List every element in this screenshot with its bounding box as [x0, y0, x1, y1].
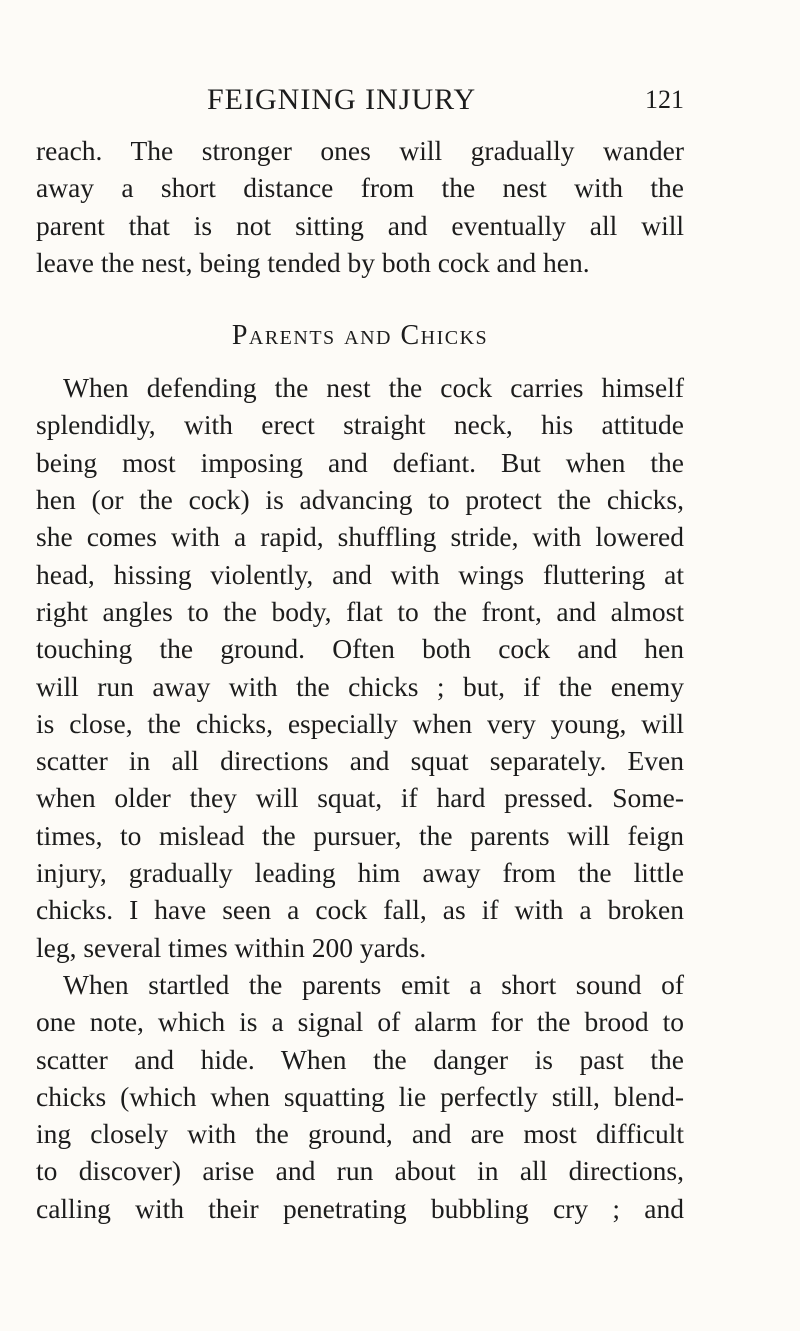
text-line: reach. The stronger ones will gradually wander [36, 135, 684, 166]
text-line: leave the nest, being tended by both cock and hen. [36, 246, 590, 278]
text-line: when older they will squat, if hard pressed. Some- [36, 782, 684, 814]
running-title: FEIGNING INJURY [207, 83, 477, 116]
text-line: When defending the nest the cock carries himself [63, 372, 684, 404]
text-line: leg, several times within 200 yards. [36, 931, 427, 963]
text-line: right angles to the body, flat to the front, and almost [36, 595, 684, 627]
opening-paragraph [36, 132, 684, 281]
text-line: injury, gradually leading him away from the little [36, 857, 684, 889]
book-page [36, 78, 684, 1227]
text-line: parent that is not sitting and eventually all will [36, 209, 684, 241]
text-line: she comes with a rapid, shuffling stride, with lowered [36, 521, 684, 553]
section-paragraph-2 [36, 966, 684, 1227]
section-paragraph-1 [36, 369, 684, 966]
text-line: scatter in all directions and squat separately. Even [36, 745, 684, 777]
text-line: away a short distance from the nest with the [36, 172, 684, 204]
text-line: being most imposing and defiant. But when the [36, 446, 684, 478]
text-line: one note, which is a signal of alarm for the brood to [36, 1006, 684, 1038]
text-line: times, to mislead the pursuer, the parents will feign [36, 819, 684, 851]
text-line: scatter and hide. When the danger is past the [36, 1043, 684, 1075]
text-line: hen (or the cock) is advancing to protect the chicks, [36, 484, 684, 516]
text-line: is close, the chicks, especially when very young, will [36, 707, 684, 739]
text-line: head, hissing violently, and with wings fluttering at [36, 558, 684, 590]
text-line: touching the ground. Often both cock and hen [36, 633, 684, 665]
text-line: ing closely with the ground, and are most difficult [36, 1118, 684, 1150]
text-line: will run away with the chicks ; but, if the enemy [36, 670, 684, 702]
running-head [36, 78, 684, 122]
text-line: chicks (which when squatting lie perfectly still, blend- [36, 1080, 684, 1112]
text-line: When startled the parents emit a short sound of [63, 968, 684, 1000]
section-heading: Parents and Chicks [231, 320, 489, 352]
page-number: 121 [645, 85, 684, 114]
text-line: calling with their penetrating bubbling cry ; and [36, 1192, 684, 1224]
text-line: to discover) arise and run about in all directions, [36, 1155, 684, 1187]
text-line: chicks. I have seen a cock fall, as if with a broken [36, 894, 684, 926]
text-line: splendidly, with erect straight neck, his attitude [36, 409, 684, 441]
